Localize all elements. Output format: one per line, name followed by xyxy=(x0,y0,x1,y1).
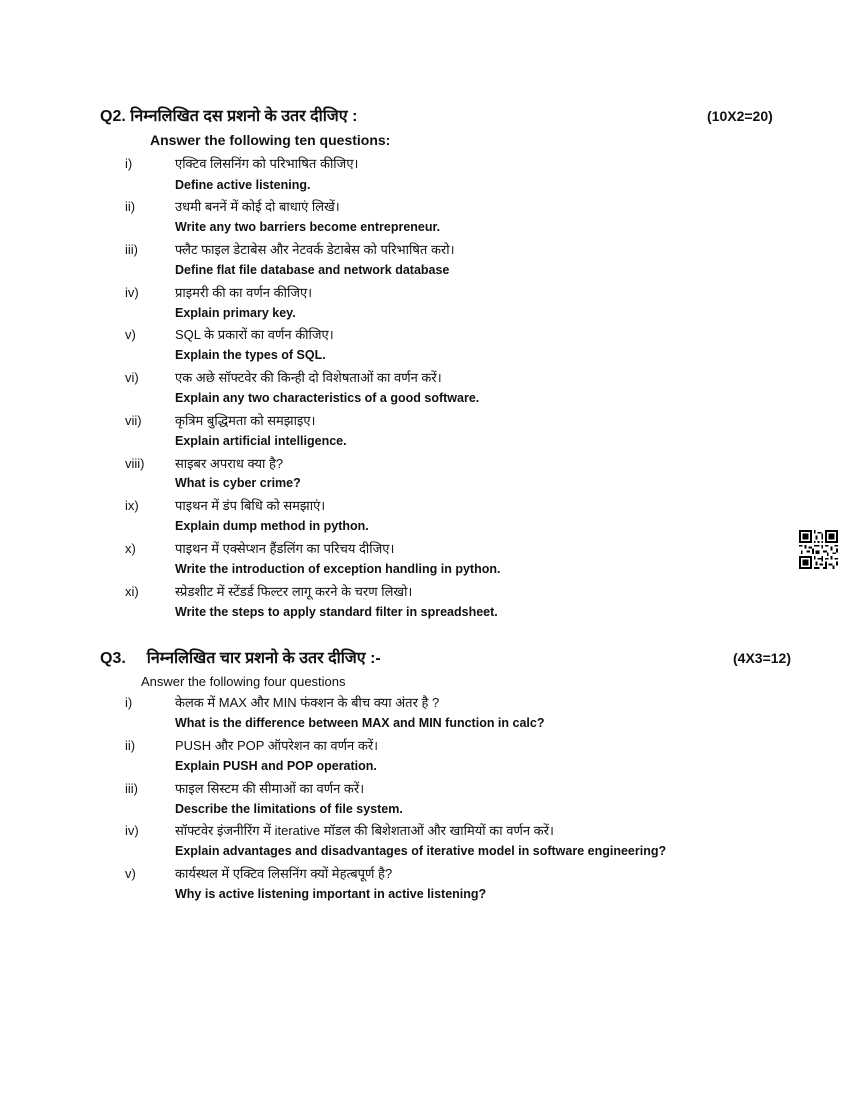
q2-marks: (10X2=20) xyxy=(707,108,773,124)
question-english: Define active listening. xyxy=(175,178,311,192)
question-number: iii) xyxy=(125,242,138,257)
q3-title-hindi: निम्नलिखित चार प्रशनो के उतर दीजिए :- xyxy=(146,650,381,667)
question-hindi: पाइथन में डंप बिधि को समझाएं। xyxy=(175,498,326,513)
q3-marks: (4X3=12) xyxy=(733,650,791,666)
question-hindi: फाइल सिस्टम की सीमाओं का वर्णन करें। xyxy=(175,781,365,796)
question-english: Explain PUSH and POP operation. xyxy=(175,759,377,773)
question-english: Describe the limitations of file system. xyxy=(175,802,403,816)
question-number: i) xyxy=(125,156,133,171)
q3-heading xyxy=(100,646,381,668)
question-hindi: उधमी बननें में कोई दो बाधाएं लिखें। xyxy=(175,199,340,214)
question-hindi: फ्लैट फाइल डेटाबेस और नेटवर्क डेटाबेस को परिभाषित करो। xyxy=(175,242,455,257)
question-english: Explain any two characteristics of a good software. xyxy=(175,391,480,405)
question-number: iii) xyxy=(125,781,138,796)
question-english: Explain the types of SQL. xyxy=(175,348,326,362)
question-hindi: साइबर अपराध क्या है? xyxy=(175,456,284,471)
question-english: Why is active listening important in active listening? xyxy=(175,887,487,901)
question-hindi: सॉफ्टवेर इंजनीरिंग में iterative मॉडल की बिशेशताओं और खामियों का वर्णन करें। xyxy=(175,823,554,838)
question-english: What is the difference between MAX and MIN function in calc? xyxy=(175,716,545,730)
question-hindi: एक्टिव लिसनिंग को परिभाषित कीजिए। xyxy=(175,156,359,171)
question-hindi: केलक में MAX और MIN फंक्शन के बीच क्या अंतर है ? xyxy=(175,695,440,710)
question-english: Write the introduction of exception handling in python. xyxy=(175,562,501,576)
question-number: vii) xyxy=(125,413,142,428)
question-english: Write the steps to apply standard filter in spreadsheet. xyxy=(175,605,498,619)
question-hindi: कृत्रिम बुद्धिमता को समझाइए। xyxy=(175,413,316,428)
question-number: iv) xyxy=(125,285,139,300)
q2-title-hindi: . निम्नलिखित दस प्रशनो के उतर दीजिए : xyxy=(121,108,358,125)
q2-label: Q2 xyxy=(100,108,122,125)
question-hindi: प्राइमरी की का वर्णन कीजिए। xyxy=(175,285,313,300)
q3-label: Q3. xyxy=(100,650,126,667)
q2-title-english: Answer the following ten questions: xyxy=(150,132,391,148)
q3-title-english: Answer the following four questions xyxy=(141,674,346,689)
question-hindi: PUSH और POP ऑपरेशन का वर्णन करें। xyxy=(175,738,379,753)
q2-heading xyxy=(100,104,357,126)
question-english: Explain artificial intelligence. xyxy=(175,434,347,448)
question-english: Explain advantages and disadvantages of iterative model in software engineering? xyxy=(175,844,667,858)
question-english: Explain primary key. xyxy=(175,306,296,320)
question-number: v) xyxy=(125,327,136,342)
question-hindi: पाइथन में एक्सेप्शन हैंडलिंग का परिचय दीजिए। xyxy=(175,541,395,556)
question-english: Write any two barriers become entrepreneur. xyxy=(175,220,441,234)
question-number: ix) xyxy=(125,498,139,513)
question-hindi: स्प्रेडशीट में स्टेंडर्ड फिल्टर लागू करने के चरण लिखो। xyxy=(175,584,413,599)
question-number: vi) xyxy=(125,370,139,385)
question-english: Explain dump method in python. xyxy=(175,519,369,533)
question-english: Define flat file database and network database xyxy=(175,263,450,277)
question-number: v) xyxy=(125,866,136,881)
question-hindi: SQL के प्रकारों का वर्णन कीजिए। xyxy=(175,327,334,342)
qr-code-icon xyxy=(799,530,838,569)
question-number: ii) xyxy=(125,199,136,214)
question-english: What is cyber crime? xyxy=(175,476,301,490)
question-number: x) xyxy=(125,541,136,556)
question-number: i) xyxy=(125,695,133,710)
question-number: iv) xyxy=(125,823,139,838)
question-number: xi) xyxy=(125,584,139,599)
question-hindi: एक अछे सॉफ्टवेर की किन्ही दो विशेषताओं का वर्णन करें। xyxy=(175,370,442,385)
question-number: viii) xyxy=(125,456,145,471)
question-number: ii) xyxy=(125,738,136,753)
question-hindi: कार्यस्थल में एक्टिव लिसनिंग क्यों मेहत्बपूर्ण है? xyxy=(175,866,393,881)
